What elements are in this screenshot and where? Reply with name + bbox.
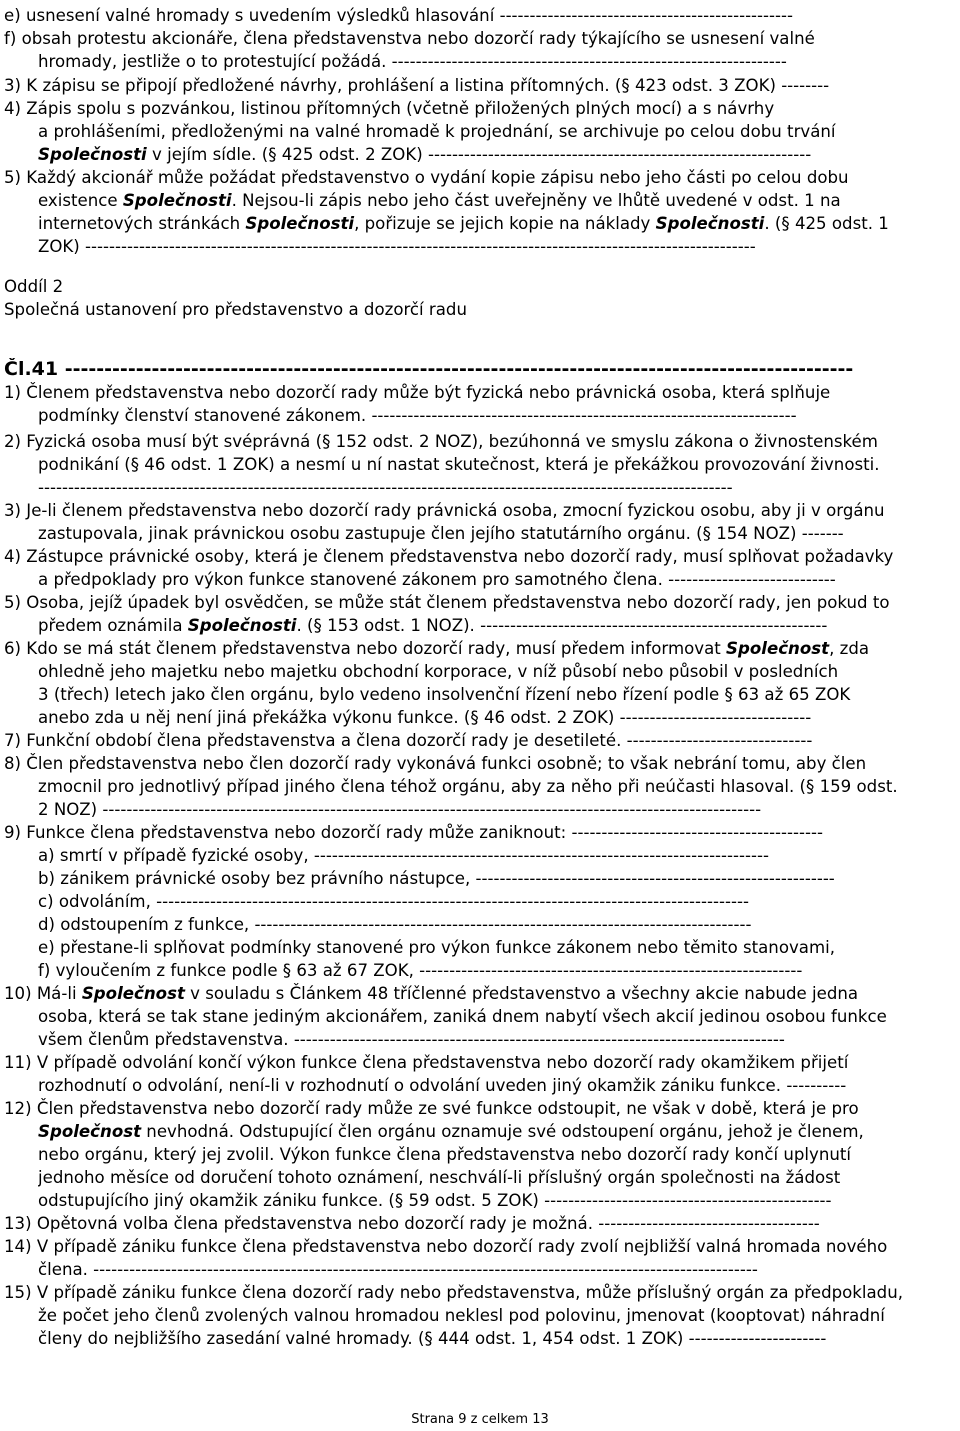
- text-line: [38, 1166, 958, 1190]
- text-line: [38, 1189, 958, 1213]
- article-heading: Čl.41 ----------------------------------------------------------------------------------------------------: [4, 358, 854, 380]
- text-line: [38, 1327, 958, 1351]
- company-name: Společnost: [726, 639, 830, 658]
- text-run: všem členům představenstva. ----------------------------------------------------------------------------------: [38, 1030, 785, 1049]
- text-run: e) usnesení valné hromady s uvedením výsledků hlasování -------------------------------------------------: [4, 6, 793, 25]
- text-line: [38, 212, 958, 236]
- text-line: [38, 1028, 958, 1052]
- text-line: [38, 660, 958, 684]
- text-line: [4, 97, 958, 121]
- text-line: [4, 4, 958, 28]
- text-run: 4) Zástupce právnické osoby, která je členem představenstva nebo dozorčí rady, musí splňovat požadavky: [4, 547, 894, 566]
- text-line: [38, 50, 958, 74]
- text-line: [38, 235, 958, 259]
- text-run: 6) Kdo se má stát členem představenstva nebo dozorčí rady, musí předem informovat: [4, 639, 727, 658]
- text-run: předem oznámila: [38, 616, 188, 635]
- company-name: Společnosti: [655, 214, 765, 233]
- text-run: --------------------------------------------------------------------------------------------------------------------: [38, 478, 733, 497]
- text-line: [38, 959, 958, 983]
- text-run: . (§ 153 odst. 1 NOZ). ----------------------------------------------------------: [296, 616, 828, 635]
- text-run: odstupujícího jiný okamžik zániku funkce. (§ 59 odst. 5 ZOK) ------------------------------------------------: [38, 1191, 832, 1210]
- text-run: nevhodná. Odstupující člen orgánu oznamuje své odstoupení orgánu, jehož je členem,: [141, 1122, 864, 1141]
- text-run: . Nejsou-li zápis nebo jeho část uveřejněny ve lhůtě uvedené v odst. 1 na: [231, 191, 841, 210]
- text-line: [4, 1097, 958, 1121]
- text-run: , pořizuje se jejich kopie na náklady: [354, 214, 656, 233]
- text-line: [4, 982, 958, 1006]
- text-line: [38, 683, 958, 707]
- text-line: [38, 568, 958, 592]
- text-line: [4, 1235, 958, 1259]
- text-run: e) přestane-li splňovat podmínky stanovené pro výkon funkce zákonem nebo těmito stanovami,: [38, 938, 836, 957]
- text-run: 1) Členem představenstva nebo dozorčí rady může být fyzická nebo právnická osoba, která splňuje: [4, 383, 831, 402]
- text-run: 12) Člen představenstva nebo dozorčí rady může ze své funkce odstoupit, ne však v době, která je pro: [4, 1099, 859, 1118]
- text-run: f) obsah protestu akcionáře, člena představenstva nebo dozorčí rady týkajícího se usnesení valné: [4, 29, 815, 48]
- text-run: a předpoklady pro výkon funkce stanovené zákonem pro samotného člena. ----------------------------: [38, 570, 836, 589]
- text-line: [38, 775, 958, 799]
- text-line: [4, 298, 958, 322]
- text-run: ZOK) ----------------------------------------------------------------------------------------------------------------: [38, 237, 756, 256]
- text-line: [4, 729, 958, 753]
- text-run: 2 NOZ) --------------------------------------------------------------------------------------------------------------: [38, 800, 762, 819]
- text-run: 4) Zápis spolu s pozvánkou, listinou přítomných (včetně přiložených plných mocí) a s návrhy: [4, 99, 775, 118]
- text-line: [38, 1005, 958, 1029]
- text-run: d) odstoupením z funkce, -----------------------------------------------------------------------------------: [38, 915, 752, 934]
- text-run: b) zánikem právnické osoby bez právního nástupce, ------------------------------------------------------------: [38, 869, 835, 888]
- page-footer: Strana 9 z celkem 13: [411, 1412, 549, 1427]
- text-run: v jejím sídle. (§ 425 odst. 2 ZOK) ----------------------------------------------------------------: [146, 145, 812, 164]
- text-line: [38, 189, 958, 213]
- company-name: Společnost: [38, 1122, 142, 1141]
- text-line: [4, 821, 958, 845]
- text-run: rozhodnutí o odvolání, není-li v rozhodnutí o odvolání uveden jiný okamžik zániku funkce. ----------: [38, 1076, 847, 1095]
- text-run: 3 (třech) letech jako člen orgánu, bylo vedeno insolvenční řízení nebo řízení podle § 63 až 65 ZOK: [38, 685, 851, 704]
- text-run: ohledně jeho majetku nebo majetku obchodní korporace, v níž působí nebo působil v posledních: [38, 662, 839, 681]
- text-line: [38, 798, 958, 822]
- text-line: [4, 275, 958, 299]
- text-run: a prohlášeními, předloženými na valné hromadě k projednání, se archivuje po celou dobu trvání: [38, 122, 836, 141]
- company-name: Společnost: [81, 984, 185, 1003]
- text-run: Oddíl 2: [4, 277, 64, 296]
- text-line: [4, 1212, 958, 1236]
- text-line: [38, 867, 958, 891]
- company-name: Společnosti: [122, 191, 232, 210]
- text-line: [4, 358, 958, 382]
- text-run: c) odvoláním, ---------------------------------------------------------------------------------------------------: [38, 892, 749, 911]
- text-run: . (§ 425 odst. 1: [764, 214, 889, 233]
- text-line: [4, 545, 958, 569]
- text-run: Společná ustanovení pro představenstvo a dozorčí radu: [4, 300, 467, 319]
- text-run: podmínky členství stanovené zákonem. -----------------------------------------------------------------------: [38, 406, 797, 425]
- text-run: nebo orgánu, který jej zvolil. Výkon funkce člena představenstva nebo dozorčí rady končí uplynutí: [38, 1145, 852, 1164]
- text-run: zastupovala, jinak právnickou osobu zastupuje člen jejího statutárního orgánu. (§ 154 NOZ) -------: [38, 524, 844, 543]
- text-run: 15) V případě zániku funkce člena dozorčí rady nebo představenstva, může příslušný orgán za předpokladu,: [4, 1283, 904, 1302]
- text-run: f) vyloučením z funkce podle § 63 až 67 ZOK, ----------------------------------------------------------------: [38, 961, 803, 980]
- text-run: osoba, která se tak stane jediným akcionářem, zaniká dnem nabytí všech akcií jedinou osobou funkce: [38, 1007, 887, 1026]
- text-line: [38, 1304, 958, 1328]
- text-run: 14) V případě zániku funkce člena představenstva nebo dozorčí rady zvolí nejbližší valná hromada nového: [4, 1237, 888, 1256]
- text-run: 9) Funkce člena představenstva nebo dozorčí rady může zaniknout: ------------------------------------------: [4, 823, 823, 842]
- text-run: anebo zda u něj není jiná překážka výkonu funkce. (§ 46 odst. 2 ZOK) --------------------------------: [38, 708, 812, 727]
- text-line: [38, 1143, 958, 1167]
- text-line: [4, 166, 958, 190]
- text-run: podnikání (§ 46 odst. 1 ZOK) a nesmí u ní nastat skutečnost, která je překážkou provozování živnosti.: [38, 455, 880, 474]
- company-name: Společnosti: [187, 616, 297, 635]
- text-line: [4, 27, 958, 51]
- text-line: [38, 404, 958, 428]
- text-line: [38, 1074, 958, 1098]
- text-line: [4, 381, 958, 405]
- text-line: [38, 120, 958, 144]
- text-line: [4, 752, 958, 776]
- text-line: [38, 476, 958, 500]
- text-line: [38, 143, 958, 167]
- text-run: 3) Je-li členem představenstva nebo dozorčí rady právnická osoba, zmocní fyzickou osobu, aby ji v orgánu: [4, 501, 885, 520]
- text-run: 5) Osoba, jejíž úpadek byl osvědčen, se může stát členem představenstva nebo dozorčí rady, jen pokud to: [4, 593, 890, 612]
- text-run: 13) Opětovná volba člena představenstva nebo dozorčí rady je možná. -------------------------------------: [4, 1214, 820, 1233]
- text-line: [4, 591, 958, 615]
- text-line: [4, 499, 958, 523]
- text-line: [38, 453, 958, 477]
- text-line: [38, 614, 958, 638]
- text-line: [4, 637, 958, 661]
- text-run: internetových stránkách: [38, 214, 246, 233]
- text-run: zmocnil pro jednotlivý případ jiného člena téhož orgánu, aby za něho při neúčasti hlasoval. (§ 159 odst.: [38, 777, 898, 796]
- text-run: 2) Fyzická osoba musí být svéprávná (§ 152 odst. 2 NOZ), bezúhonná ve smyslu zákona o živnostenském: [4, 432, 878, 451]
- text-line: [4, 74, 958, 98]
- text-line: [38, 706, 958, 730]
- text-run: členy do nejbližšího zasedání valné hromady. (§ 444 odst. 1, 454 odst. 1 ZOK) -----------------------: [38, 1329, 827, 1348]
- text-run: 11) V případě odvolání končí výkon funkce člena představenstva nebo dozorčí rady okamžikem přijetí: [4, 1053, 849, 1072]
- text-line: [4, 1281, 958, 1305]
- text-run: 3) K zápisu se připojí předložené návrhy, prohlášení a listina přítomných. (§ 423 odst. 3 ZOK) --------: [4, 76, 830, 95]
- text-line: [38, 936, 958, 960]
- text-run: v souladu s Článkem 48 tříčlenné představenstvo a všechny akcie nabude jedna: [184, 984, 859, 1003]
- text-line: [38, 1258, 958, 1282]
- text-run: hromady, jestliže o to protestující požádá. ------------------------------------------------------------------: [38, 52, 787, 71]
- text-line: [4, 1051, 958, 1075]
- text-line: [38, 522, 958, 546]
- text-run: 7) Funkční období člena představenstva a člena dozorčí rady je desetileté. -------------------------------: [4, 731, 813, 750]
- text-line: [38, 1120, 958, 1144]
- text-line: [38, 890, 958, 914]
- text-run: a) smrtí v případě fyzické osoby, ----------------------------------------------------------------------------: [38, 846, 769, 865]
- text-run: 10) Má-li: [4, 984, 82, 1003]
- company-name: Společnosti: [245, 214, 355, 233]
- text-run: že počet jeho členů zvolených valnou hromadou neklesl pod polovinu, jmenovat (kooptovat) náhradní: [38, 1306, 885, 1325]
- text-run: existence: [38, 191, 123, 210]
- text-run: 5) Každý akcionář může požádat představenstvo o vydání kopie zápisu nebo jeho části po celou dobu: [4, 168, 849, 187]
- company-name: Společnosti: [38, 145, 147, 164]
- text-run: 8) Člen představenstva nebo člen dozorčí rady vykonává funkci osobně; to však nebrání tomu, aby člen: [4, 754, 867, 773]
- text-line: [4, 430, 958, 454]
- text-run: jednoho měsíce od doručení tohoto oznámení, neschválí-li příslušný orgán společnosti na žádost: [38, 1168, 841, 1187]
- text-run: člena. ---------------------------------------------------------------------------------------------------------------: [38, 1260, 758, 1279]
- text-line: [38, 844, 958, 868]
- text-run: , zda: [829, 639, 870, 658]
- text-line: [38, 913, 958, 937]
